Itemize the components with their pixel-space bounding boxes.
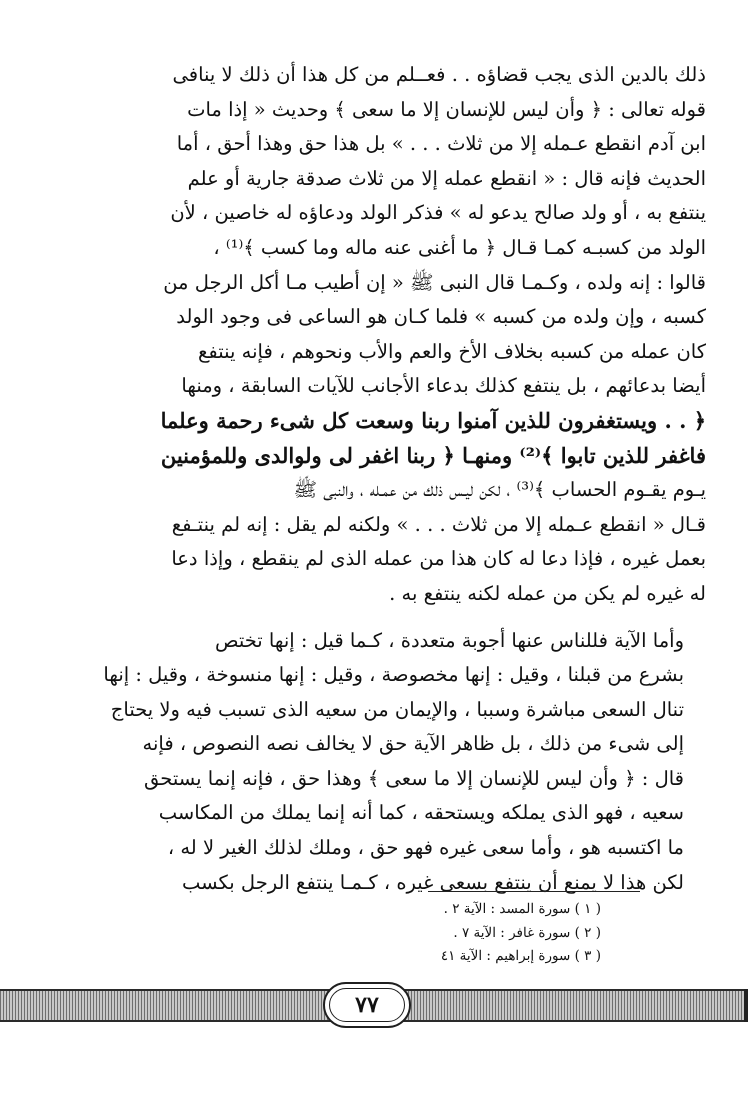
page-number-badge xyxy=(323,982,411,1028)
text-line: قوله تعالى : ﴿ وأن ليس للإنسان إلا ما سعى ﴾ وحديث « إذا مات xyxy=(187,97,706,121)
text-line: بشرع من قبلنا ، وقيل : إنها مخصوصة ، وقيل : إنها منسوخة ، وقيل : إنها xyxy=(103,663,684,687)
text-line: ابن آدم انقطع عـمله إلا من ثلاث . . . » بل هذا حق وهذا أحق ، أما xyxy=(176,132,706,156)
text-line: له غيره لم يكن من عمله لكنه ينتفع به . xyxy=(389,581,706,605)
text-line: الولد من كسبـه كمـا قـال ﴿ ما أغنى عنه ماله وما كسب ﴾⁽¹⁾ ، xyxy=(213,235,706,259)
footnotes xyxy=(301,898,601,969)
text-line: وأما الآية فللناس عنها أجوبة متعددة ، كـما قيل : إنها تختص xyxy=(214,628,684,652)
text-line: قال : ﴿ وأن ليس للإنسان إلا ما سعى ﴾ وهذا حق ، فإنه إنما يستحق xyxy=(144,766,684,790)
footer-band xyxy=(0,982,748,1030)
text-line: يـوم يقـوم الحساب ﴾⁽³⁾ ، لكن ليـس ذلك من عمـله ، والنبى ﷺ xyxy=(293,478,706,502)
footnote-divider xyxy=(428,891,640,892)
text-line: إلى شىء من ذلك ، بل ظاهر الآية حق لا يخالف نصه النصوص ، فإنه xyxy=(142,732,684,756)
text-line: تنال السعى مباشرة وسببا ، والإيمان من سعيه الذى تسبب فيه ولا يحتاج xyxy=(110,697,684,721)
footer-edge xyxy=(744,989,748,1022)
paragraph-2 xyxy=(70,624,706,901)
text-line: كسبه ، وإن ولده من كسبه » فلما كـان هو الساعى فى وجود الولد xyxy=(176,305,706,329)
text-line: قالوا : إنه ولده ، وكـمـا قال النبى ﷺ « إن أطيب مـا أكل الرجل من xyxy=(163,270,706,294)
text-line: سعيه ، فهو الذى يملكه ويستحقه ، كما أنه إنما يملك من المكاسب xyxy=(158,801,684,825)
text-line: ينتفع به ، أو ولد صالح يدعو له » فذكر الولد ودعاؤه له خاصين ، لأن xyxy=(170,201,706,225)
paragraph-1 xyxy=(70,58,706,612)
footnote-3: ( ٣ ) سورة إبراهيم : الآية ٤١ xyxy=(440,948,601,964)
footnote-2: ( ٢ ) سورة غافر : الآية ٧ . xyxy=(453,924,601,941)
text-line: كان عمله من كسبه بخلاف الأخ والعم والأب ونحوهم ، فإنه ينتفع xyxy=(198,339,706,363)
text-line: أيضا بدعائهم ، بل ينتفع كذلك بدعاء الأجانب للآيات السابقة ، ومنها xyxy=(181,374,706,398)
text-line: ﴿ . . ويستغفرون للذين آمنوا ربنا وسعت كل شىء رحمة وعلما xyxy=(160,407,706,433)
page-number: ٧٧ xyxy=(355,992,379,1018)
text-line: ذلك بالدين الذى يجب قضاؤه . . فعــلم من كل هذا أن ذلك لا ينافى xyxy=(172,63,706,86)
text-line: لكن هذا لا يمنع أن ينتفع بسعى غيره ، كـمـا ينتفع الرجل بكسب xyxy=(181,870,684,894)
text-line: ما اكتسبه هو ، وأما سعى غيره فهو حق ، وملك لذلك الغير لا له ، xyxy=(167,836,684,860)
text-line: فاغفر للذين تابوا ﴾⁽²⁾ ومنهـا ﴿ ربنا اغفر لى ولوالدى وللمؤمنين xyxy=(160,442,706,468)
text-line: الحديث فإنه قال : « انقطع عمله إلا من ثلاث صدقة جارية أو علم xyxy=(187,166,706,190)
text-line: بعمل غيره ، فإذا دعا له كان هذا من عمله الذى لم ينقطع ، وإذا دعا xyxy=(171,547,706,571)
main-text xyxy=(70,58,706,900)
text-line: قـال « انقطع عـمله إلا من ثلاث . . . » ولكنه لم يقل : إنه لم ينتـفع xyxy=(171,512,706,536)
footnote-1: ( ١ ) سورة المسد : الآية ٢ . xyxy=(443,901,601,917)
